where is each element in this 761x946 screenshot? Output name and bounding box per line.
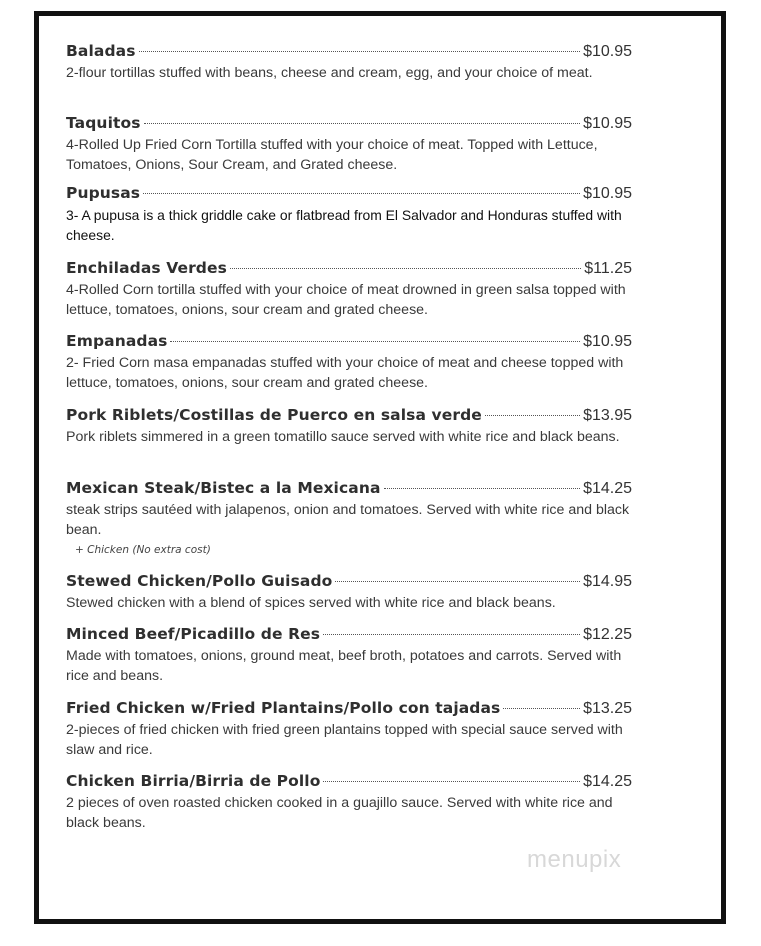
item-name: Minced Beef/Picadillo de Res — [66, 625, 321, 643]
dot-leader — [170, 341, 580, 342]
dot-leader — [335, 581, 580, 582]
item-price: $10.95 — [583, 43, 632, 60]
dot-leader — [144, 123, 581, 124]
item-header — [66, 39, 632, 63]
item-name: Mexican Steak/Bistec a la Mexicana — [66, 479, 381, 497]
item-price: $11.25 — [584, 260, 632, 277]
item-description: 4-Rolled Up Fried Corn Tortilla stuffed with your choice of meat. Topped with Lettuce, Tomatoes, Onions, Sour Cream, and Grated cheese. — [66, 137, 598, 173]
item-header — [66, 622, 632, 646]
item-header — [66, 476, 632, 500]
item-price: $10.95 — [583, 115, 632, 132]
dot-leader — [323, 634, 580, 635]
dot-leader — [323, 781, 580, 782]
item-name: Baladas — [66, 42, 136, 60]
item-description: 2-pieces of fried chicken with fried green plantains topped with special sauce served with slaw and rice. — [66, 722, 623, 758]
menu-item — [66, 622, 632, 696]
item-description: 2-flour tortillas stuffed with beans, cheese and cream, egg, and your choice of meat. — [66, 65, 593, 81]
menu-item — [66, 181, 632, 256]
dot-leader — [503, 708, 580, 709]
menupix-watermark: menupix — [527, 846, 622, 873]
item-description: Stewed chicken with a blend of spices served with white rice and black beans. — [66, 595, 556, 611]
item-name: Enchiladas Verdes — [66, 259, 227, 277]
item-description: 2- Fried Corn masa empanadas stuffed with your choice of meat and cheese topped with lettuce, tomatoes, onions, sour cream and grated cheese. — [66, 355, 624, 391]
menu-list — [66, 39, 632, 837]
item-header — [66, 696, 632, 720]
item-header — [66, 569, 632, 593]
item-name: Pork Riblets/Costillas de Puerco en salsa verde — [66, 406, 482, 424]
menu-item — [66, 111, 632, 181]
item-price: $13.95 — [583, 407, 632, 424]
item-note: + Chicken (No extra cost) — [75, 544, 211, 556]
item-name: Fried Chicken w/Fried Plantains/Pollo con tajadas — [66, 699, 501, 717]
menu-item — [66, 256, 632, 329]
item-price: $10.95 — [583, 333, 632, 350]
item-name: Pupusas — [66, 184, 141, 202]
item-name: Chicken Birria/Birria de Pollo — [66, 772, 321, 790]
dot-leader — [485, 415, 580, 416]
item-header — [66, 769, 632, 793]
menu-item — [66, 329, 632, 403]
item-price: $13.25 — [583, 700, 632, 717]
item-price: $12.25 — [583, 626, 632, 643]
item-description: 4-Rolled Corn tortilla stuffed with your choice of meat drowned in green salsa topped with lettuce, tomatoes, onions, sour cream and grated cheese. — [66, 282, 626, 318]
menu-item — [66, 769, 632, 837]
item-header — [66, 181, 632, 205]
dot-leader — [230, 268, 581, 269]
item-header — [66, 403, 632, 427]
item-header — [66, 329, 632, 353]
menu-item — [66, 39, 632, 111]
item-description: Made with tomatoes, onions, ground meat, beef broth, potatoes and carrots. Served with rice and beans. — [66, 648, 622, 684]
item-description: Pork riblets simmered in a green tomatillo sauce served with white rice and black beans. — [66, 429, 620, 445]
menu-item — [66, 696, 632, 769]
menu-item — [66, 403, 632, 476]
item-header — [66, 256, 632, 280]
item-description: 3- A pupusa is a thick griddle cake or flatbread from El Salvador and Honduras stuffed with cheese. — [66, 207, 622, 243]
dot-leader — [384, 488, 581, 489]
item-price: $14.25 — [583, 480, 632, 497]
item-name: Taquitos — [66, 114, 141, 132]
item-price: $14.25 — [583, 773, 632, 790]
dot-leader — [139, 51, 581, 52]
menu-item — [66, 476, 632, 569]
item-header — [66, 111, 632, 135]
dot-leader — [143, 193, 580, 194]
item-description: steak strips sautéed with jalapenos, onion and tomatoes. Served with white rice and black bean. — [66, 502, 630, 538]
menu-item — [66, 569, 632, 622]
item-description: 2 pieces of oven roasted chicken cooked in a guajillo sauce. Served with white rice and black beans. — [66, 795, 613, 831]
item-price: $14.95 — [583, 573, 632, 590]
item-name: Empanadas — [66, 332, 168, 350]
item-name: Stewed Chicken/Pollo Guisado — [66, 572, 333, 590]
item-price: $10.95 — [583, 185, 632, 202]
